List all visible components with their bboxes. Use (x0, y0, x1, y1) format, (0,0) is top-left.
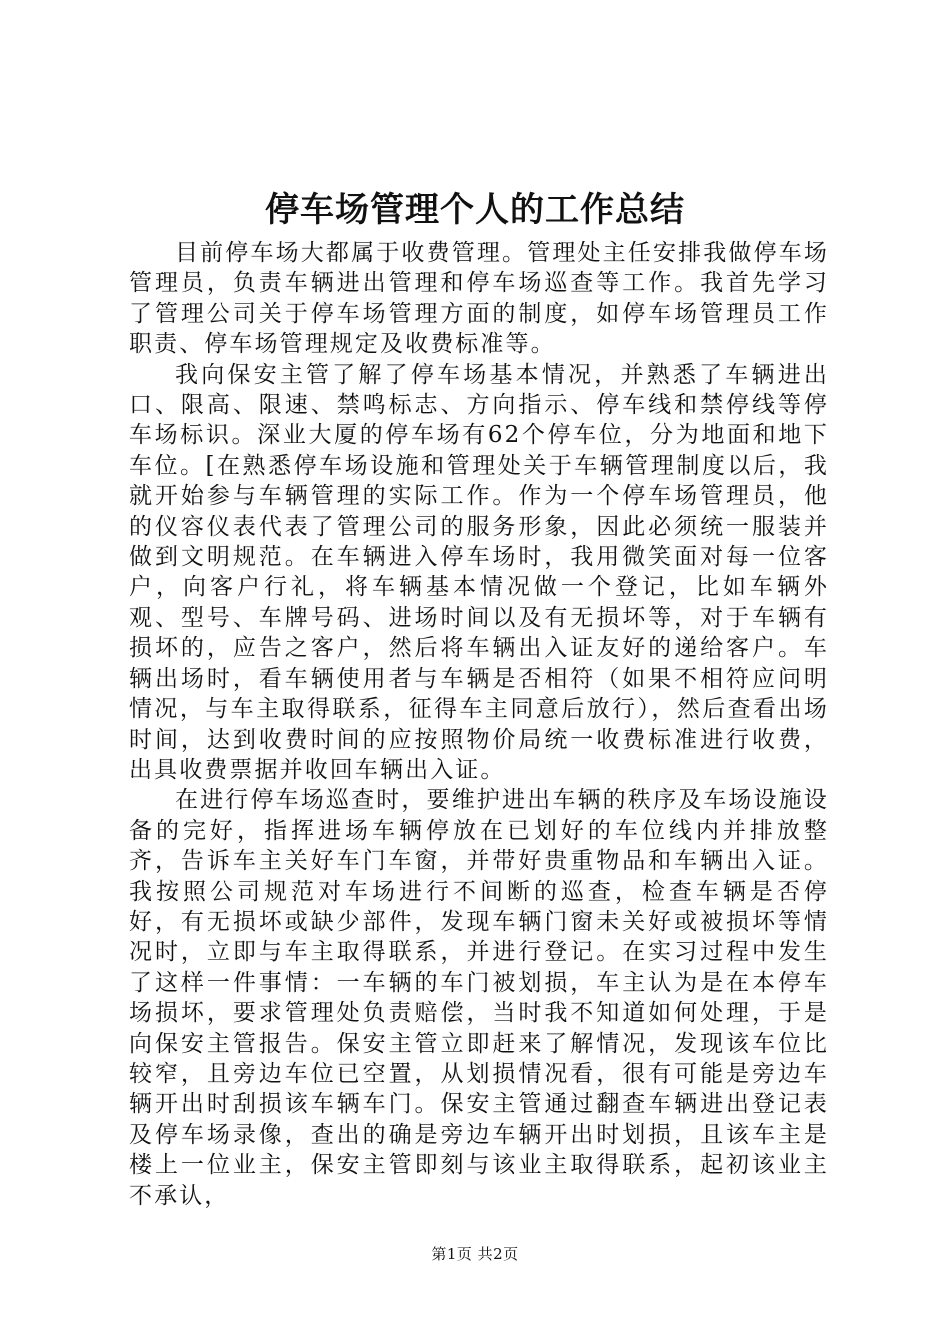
paragraph-3: 在进行停车场巡查时，要维护进出车辆的秩序及车场设施设备的完好，指挥进场车辆停放在已划好的车位线内并排放整齐，告诉车主关好车门车窗，并带好贵重物品和车辆出入证。我按照公司规范对车场进行不间断的巡查，检查车辆是否停好，有无损坏或缺少部件，发现车辆门窗未关好或被损坏等情况时，立即与车主取得联系，并进行登记。在实习过程中发生了这样一件事情：一车辆的车门被划损，车主认为是在本停车场损坏，要求管理处负责赔偿，当时我不知道如何处理，于是向保安主管报告。保安主管立即赶来了解情况，发现该车位比较窄，且旁边车位已空置，从划损情况看，很有可能是旁边车辆开出时刮损该车辆车门。保安主管通过翻查车辆进出登记表及停车场录像，查出的确是旁边车辆开出时划损，且该车主是楼上一位业主，保安主管即刻与该业主取得联系，起初该业主不承认， (129, 787, 829, 1209)
page-footer: 第1页 共2页 (431, 1245, 519, 1263)
document-title: 停车场管理个人的工作总结 (265, 190, 685, 230)
document-body (129, 238, 829, 1211)
paragraph-2: 我向保安主管了解了停车场基本情况，并熟悉了车辆进出口、限高、限速、禁鸣标志、方向指示、停车线和禁停线等停车场标识。深业大厦的停车场有62个停车位，分为地面和地下车位。[在熟悉停车场设施和管理处关于车辆管理制度以后，我就开始参与车辆管理的实际工作。作为一个停车场管理员，他的仪容仪表代表了管理公司的服务形象，因此必须统一服装并做到文明规范。在车辆进入停车场时，我用微笑面对每一位客户，向客户行礼，将车辆基本情况做一个登记，比如车辆外观、型号、车牌号码、进场时间以及有无损坏等，对于车辆有损坏的，应告之客户，然后将车辆出入证友好的递给客户。车辆出场时，看车辆使用者与车辆是否相符（如果不相符应问明情况，与车主取得联系，征得车主同意后放行），然后查看出场时间，达到收费时间的应按照物价局统一收费标准进行收费，出具收费票据并收回车辆出入证。 (129, 361, 829, 783)
paragraph-1: 目前停车场大都属于收费管理。管理处主任安排我做停车场管理员，负责车辆进出管理和停车场巡查等工作。我首先学习了管理公司关于停车场管理方面的制度，如停车场管理员工作职责、停车场管理规定及收费标准等。 (129, 240, 829, 358)
